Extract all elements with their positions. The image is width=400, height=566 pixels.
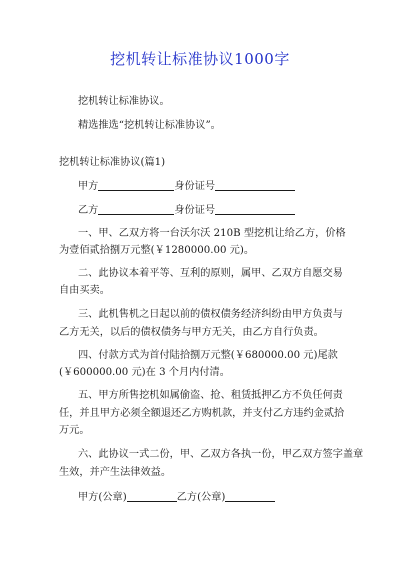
party-b-seal-blank [225, 490, 275, 502]
party-a-name-blank [98, 179, 174, 191]
clause-1-line-2: 为壹佰贰拾捌万元整(￥1280000.00 元)。 [59, 245, 255, 256]
party-b-line [78, 203, 295, 218]
party-b-id-label: 身份证号 [174, 205, 216, 216]
clause-5-line-3: 万元。 [59, 425, 90, 436]
intro-line-1: 挖机转让标准协议。 [78, 96, 170, 107]
party-b-id-blank [215, 203, 295, 215]
clause-1-line-1: 一、甲、乙双方将一台沃尔沃 210B 型挖机让给乙方，价格 [78, 228, 346, 239]
clause-6-line-2: 生效，并产生法律效益。 [59, 467, 172, 478]
clause-4-line-2: (￥600000.00 元)在 3 个月内付清。 [59, 367, 230, 378]
party-a-label: 甲方 [78, 181, 99, 192]
clause-6-line-1: 六、此协议一式二份，甲、乙双方各执一份，甲乙双方签字盖章 [78, 449, 364, 460]
party-a-seal-label: 甲方(公章) [78, 492, 127, 503]
party-a-seal-blank [127, 490, 177, 502]
intro-line-2: 精选推选“挖机转让标准协议”。 [78, 120, 221, 131]
party-b-label: 乙方 [78, 205, 99, 216]
clause-5-line-2: 任，并且甲方必须全额退还乙方购机款，并支付乙方违约金贰拾 [59, 408, 345, 419]
party-b-name-blank [98, 203, 174, 215]
clause-3-line-1: 三、此机售机之日起以前的债权债务经济纠纷由甲方负责与 [78, 309, 343, 320]
party-a-id-blank [215, 179, 295, 191]
party-a-id-label: 身份证号 [174, 181, 216, 192]
clause-2-line-1: 二、此协议本着平等、互利的原则，属甲、乙双方自愿交易 [78, 268, 343, 279]
document-title: 挖机转让标准协议1000字 [110, 50, 290, 68]
signature-line [78, 490, 275, 505]
section-heading: 挖机转让标准协议(篇1) [59, 157, 166, 168]
clause-3-line-2: 乙方无关，以后的债权债务与甲方无关，由乙方自行负责。 [59, 327, 324, 338]
clause-5-line-1: 五、甲方所售挖机如属偷盗、抢、租赁抵押乙方不负任何责 [78, 390, 343, 401]
party-a-line [78, 179, 295, 194]
clause-4-line-1: 四、付款方式为首付陆拾捌万元整(￥680000.00 元)尾款 [78, 350, 338, 361]
clause-2-line-2: 自由买卖。 [59, 285, 110, 296]
party-b-seal-label: 乙方(公章) [176, 492, 226, 503]
